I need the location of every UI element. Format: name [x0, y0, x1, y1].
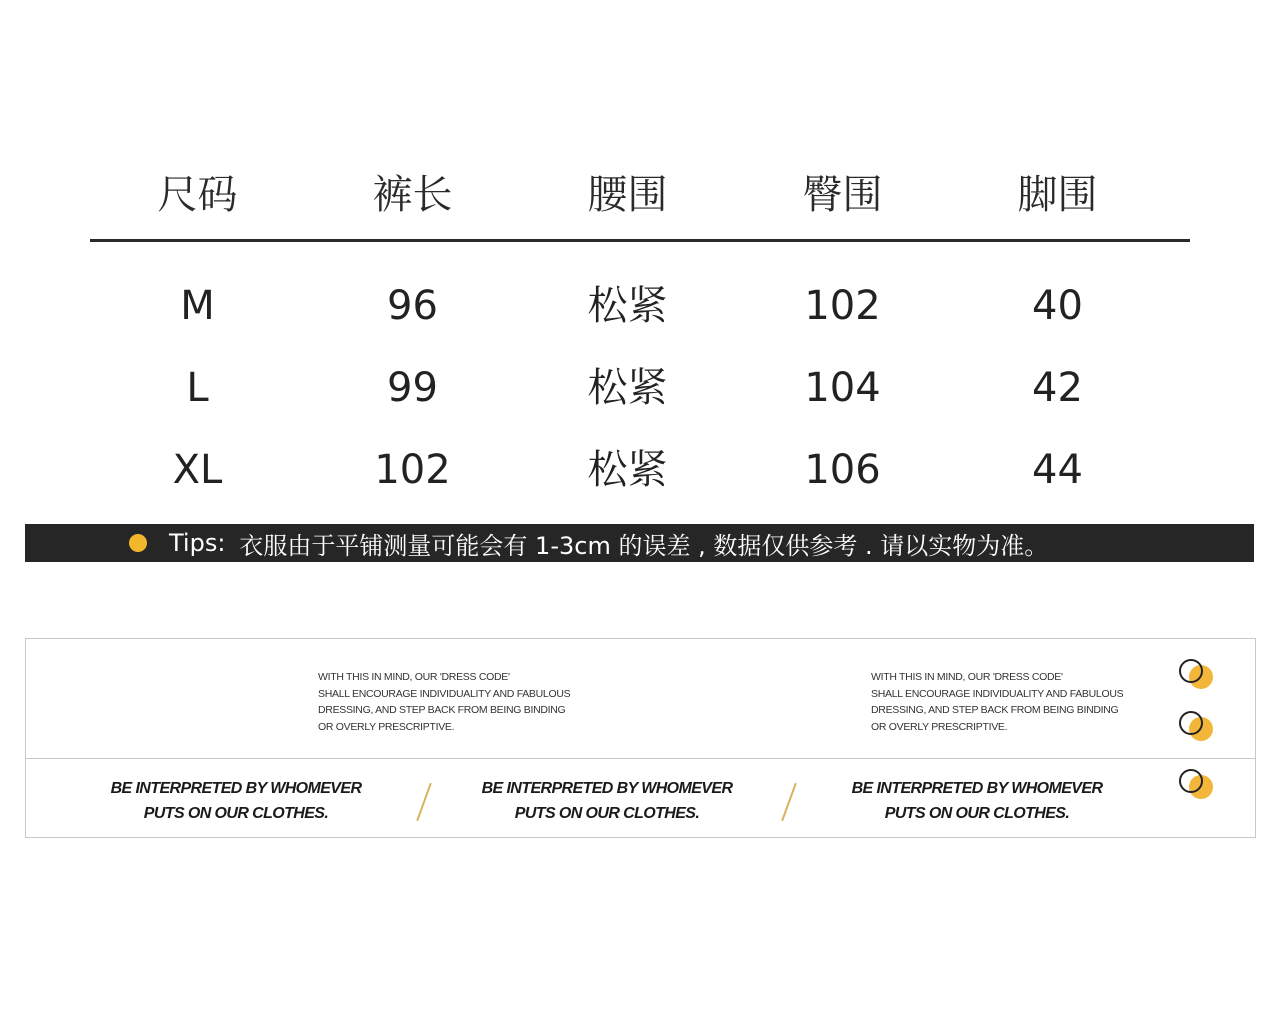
cell-leg-opening: 44 — [1032, 447, 1083, 493]
dress-code-copy — [871, 669, 1123, 735]
tips-label: Tips: — [169, 529, 226, 557]
cell-size: XL — [172, 447, 223, 493]
cell-hip: 104 — [804, 365, 881, 411]
slogan-line: PUTS ON OUR CLOTHES. — [514, 805, 700, 822]
header-divider — [90, 239, 1190, 242]
cell-leg-opening: 40 — [1032, 283, 1083, 329]
circle-logo-icon — [1179, 769, 1217, 801]
slash-divider — [781, 783, 797, 821]
table-row — [90, 429, 1190, 511]
header-pants-length: 裤长 — [372, 172, 453, 218]
table-row — [90, 265, 1190, 347]
cell-leg-opening: 42 — [1032, 365, 1083, 411]
circle-logo-icon — [1179, 711, 1217, 743]
copy-line: WITH THIS IN MIND, OUR 'DRESS CODE' — [871, 671, 1063, 683]
cell-size: M — [180, 283, 215, 329]
cell-waist: 松紧 — [587, 365, 668, 411]
cell-waist: 松紧 — [587, 447, 668, 493]
tips-bar — [25, 524, 1254, 562]
cell-pants-length: 96 — [387, 283, 438, 329]
dress-code-copy — [318, 669, 570, 735]
table-row — [90, 347, 1190, 429]
cell-waist: 松紧 — [587, 283, 668, 329]
tips-text: 衣服由于平铺测量可能会有 1-3cm 的误差 , 数据仅供参考 . 请以实物为准。 — [239, 531, 1049, 560]
copy-line: DRESSING, AND STEP BACK FROM BEING BINDING — [871, 704, 1119, 716]
size-table — [90, 160, 1190, 240]
slogan-line: PUTS ON OUR CLOTHES. — [884, 805, 1070, 822]
slogan — [832, 776, 1122, 826]
copy-line: WITH THIS IN MIND, OUR 'DRESS CODE' — [318, 671, 510, 683]
copy-line: OR OVERLY PRESCRIPTIVE. — [871, 720, 1008, 733]
copy-line: SHALL ENCOURAGE INDIVIDUALITY AND FABULOUS — [871, 687, 1124, 700]
table-header-row — [90, 160, 1190, 240]
table-body — [90, 265, 1190, 511]
slogan-line: BE INTERPRETED BY WHOMEVER — [851, 780, 1103, 797]
copy-line: SHALL ENCOURAGE INDIVIDUALITY AND FABULOUS — [318, 687, 571, 700]
slash-divider — [416, 783, 432, 821]
bullet-dot-icon — [129, 534, 147, 552]
slogan-line: PUTS ON OUR CLOTHES. — [143, 805, 329, 822]
cell-hip: 106 — [804, 447, 881, 493]
slogan — [91, 776, 381, 826]
circle-logo-icon — [1179, 659, 1217, 691]
header-waist: 腰围 — [587, 172, 668, 218]
banner-divider — [26, 758, 1255, 759]
header-size: 尺码 — [157, 172, 238, 218]
slogan — [462, 776, 752, 826]
copy-line: DRESSING, AND STEP BACK FROM BEING BINDING — [318, 704, 566, 716]
slogan-line: BE INTERPRETED BY WHOMEVER — [110, 780, 362, 797]
header-hip: 臀围 — [802, 172, 883, 218]
slogan-line: BE INTERPRETED BY WHOMEVER — [481, 780, 733, 797]
header-leg-opening: 脚围 — [1017, 172, 1098, 218]
copy-line: OR OVERLY PRESCRIPTIVE. — [318, 720, 455, 733]
cell-pants-length: 99 — [387, 365, 438, 411]
brand-banner — [25, 638, 1256, 838]
cell-pants-length: 102 — [374, 447, 451, 493]
cell-size: L — [186, 365, 209, 411]
cell-hip: 102 — [804, 283, 881, 329]
